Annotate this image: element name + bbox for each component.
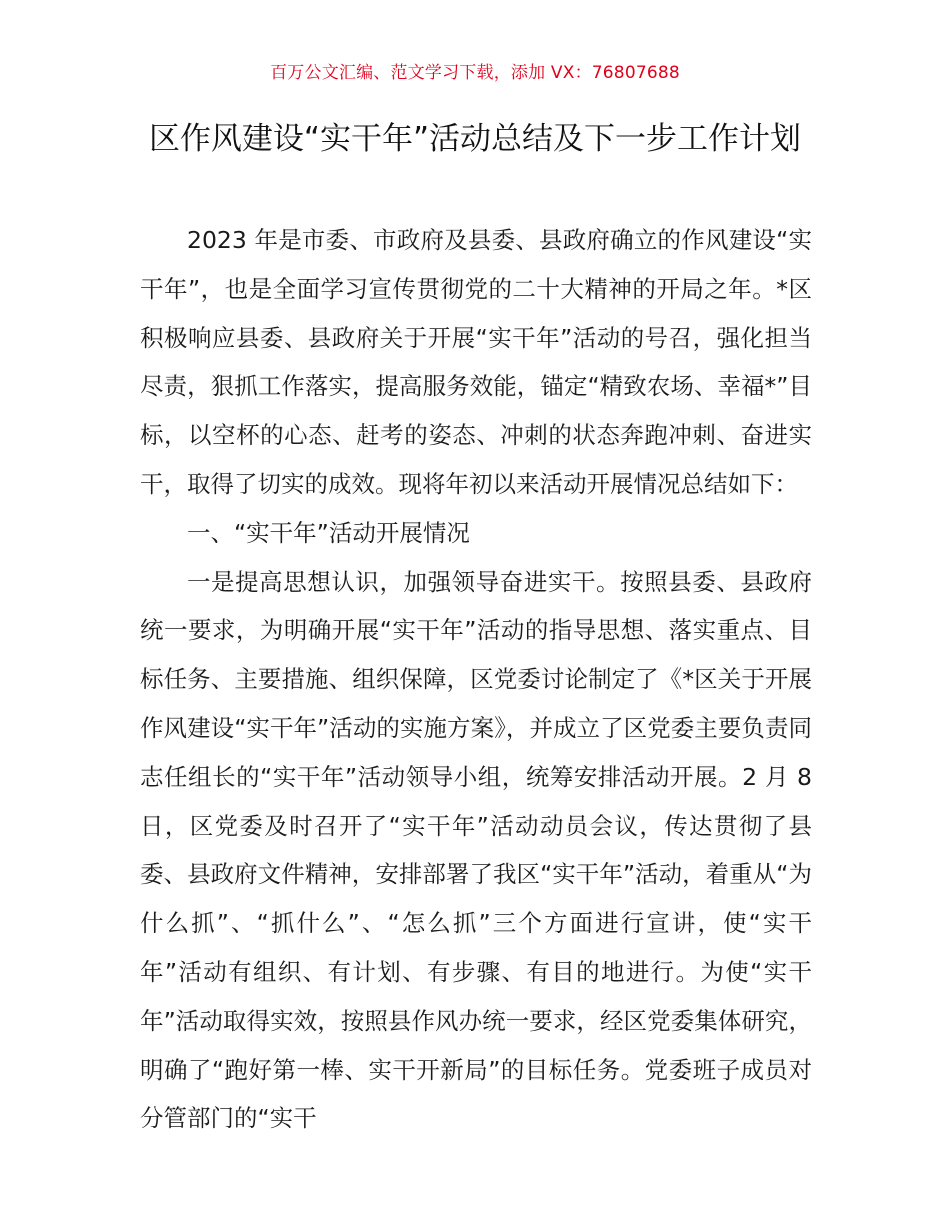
document-title: 区作风建设“实干年”活动总结及下一步工作计划 bbox=[148, 121, 802, 157]
header-ad-text: 百万公文汇编、范文学习下载，添加 VX：76807688 bbox=[270, 63, 680, 83]
document-body bbox=[140, 216, 812, 1143]
paragraph-body: 一是提高思想认识，加强领导奋进实干。按照县委、县政府统一要求，为明确开展“实干年”活动的指导思想、落实重点、目标任务、主要措施、组织保障，区党委讨论制定了《*区关于开展作风建设“实干年”活动的实施方案》，并成立了区党委主要负责同志任组长的“实干年”活动领导小组，统筹安排活动开展。2 月 8 日，区党委及时召开了“实干年”活动动员会议，传达贯彻了县委、县政府文件精神，安排部署了我区“实干年”活动，着重从“为什么抓”、“抓什么”、“怎么抓”三个方面进行宣讲，使“实干年”活动有组织、有计划、有步骤、有目的地进行。为使“实干年”活动取得实效，按照县作风办统一要求，经区党委集体研究，明确了“跑好第一棒、实干开新局”的目标任务。党委班子成员对分管部门的“实干 bbox=[140, 567, 812, 1133]
section-heading: 一、“实干年”活动开展情况 bbox=[187, 518, 470, 547]
paragraph-intro: 2023 年是市委、市政府及县委、县政府确立的作风建设“实干年”，也是全面学习宣传贯彻党的二十大精神的开局之年。*区积极响应县委、县政府关于开展“实干年”活动的号召，强化担当尽责，狠抓工作落实，提高服务效能，锚定“精致农场、幸福*”目标，以空杯的心态、赶考的姿态、冲刺的状态奔跑冲刺、奋进实干，取得了切实的成效。现将年初以来活动开展情况总结如下： bbox=[140, 226, 812, 498]
